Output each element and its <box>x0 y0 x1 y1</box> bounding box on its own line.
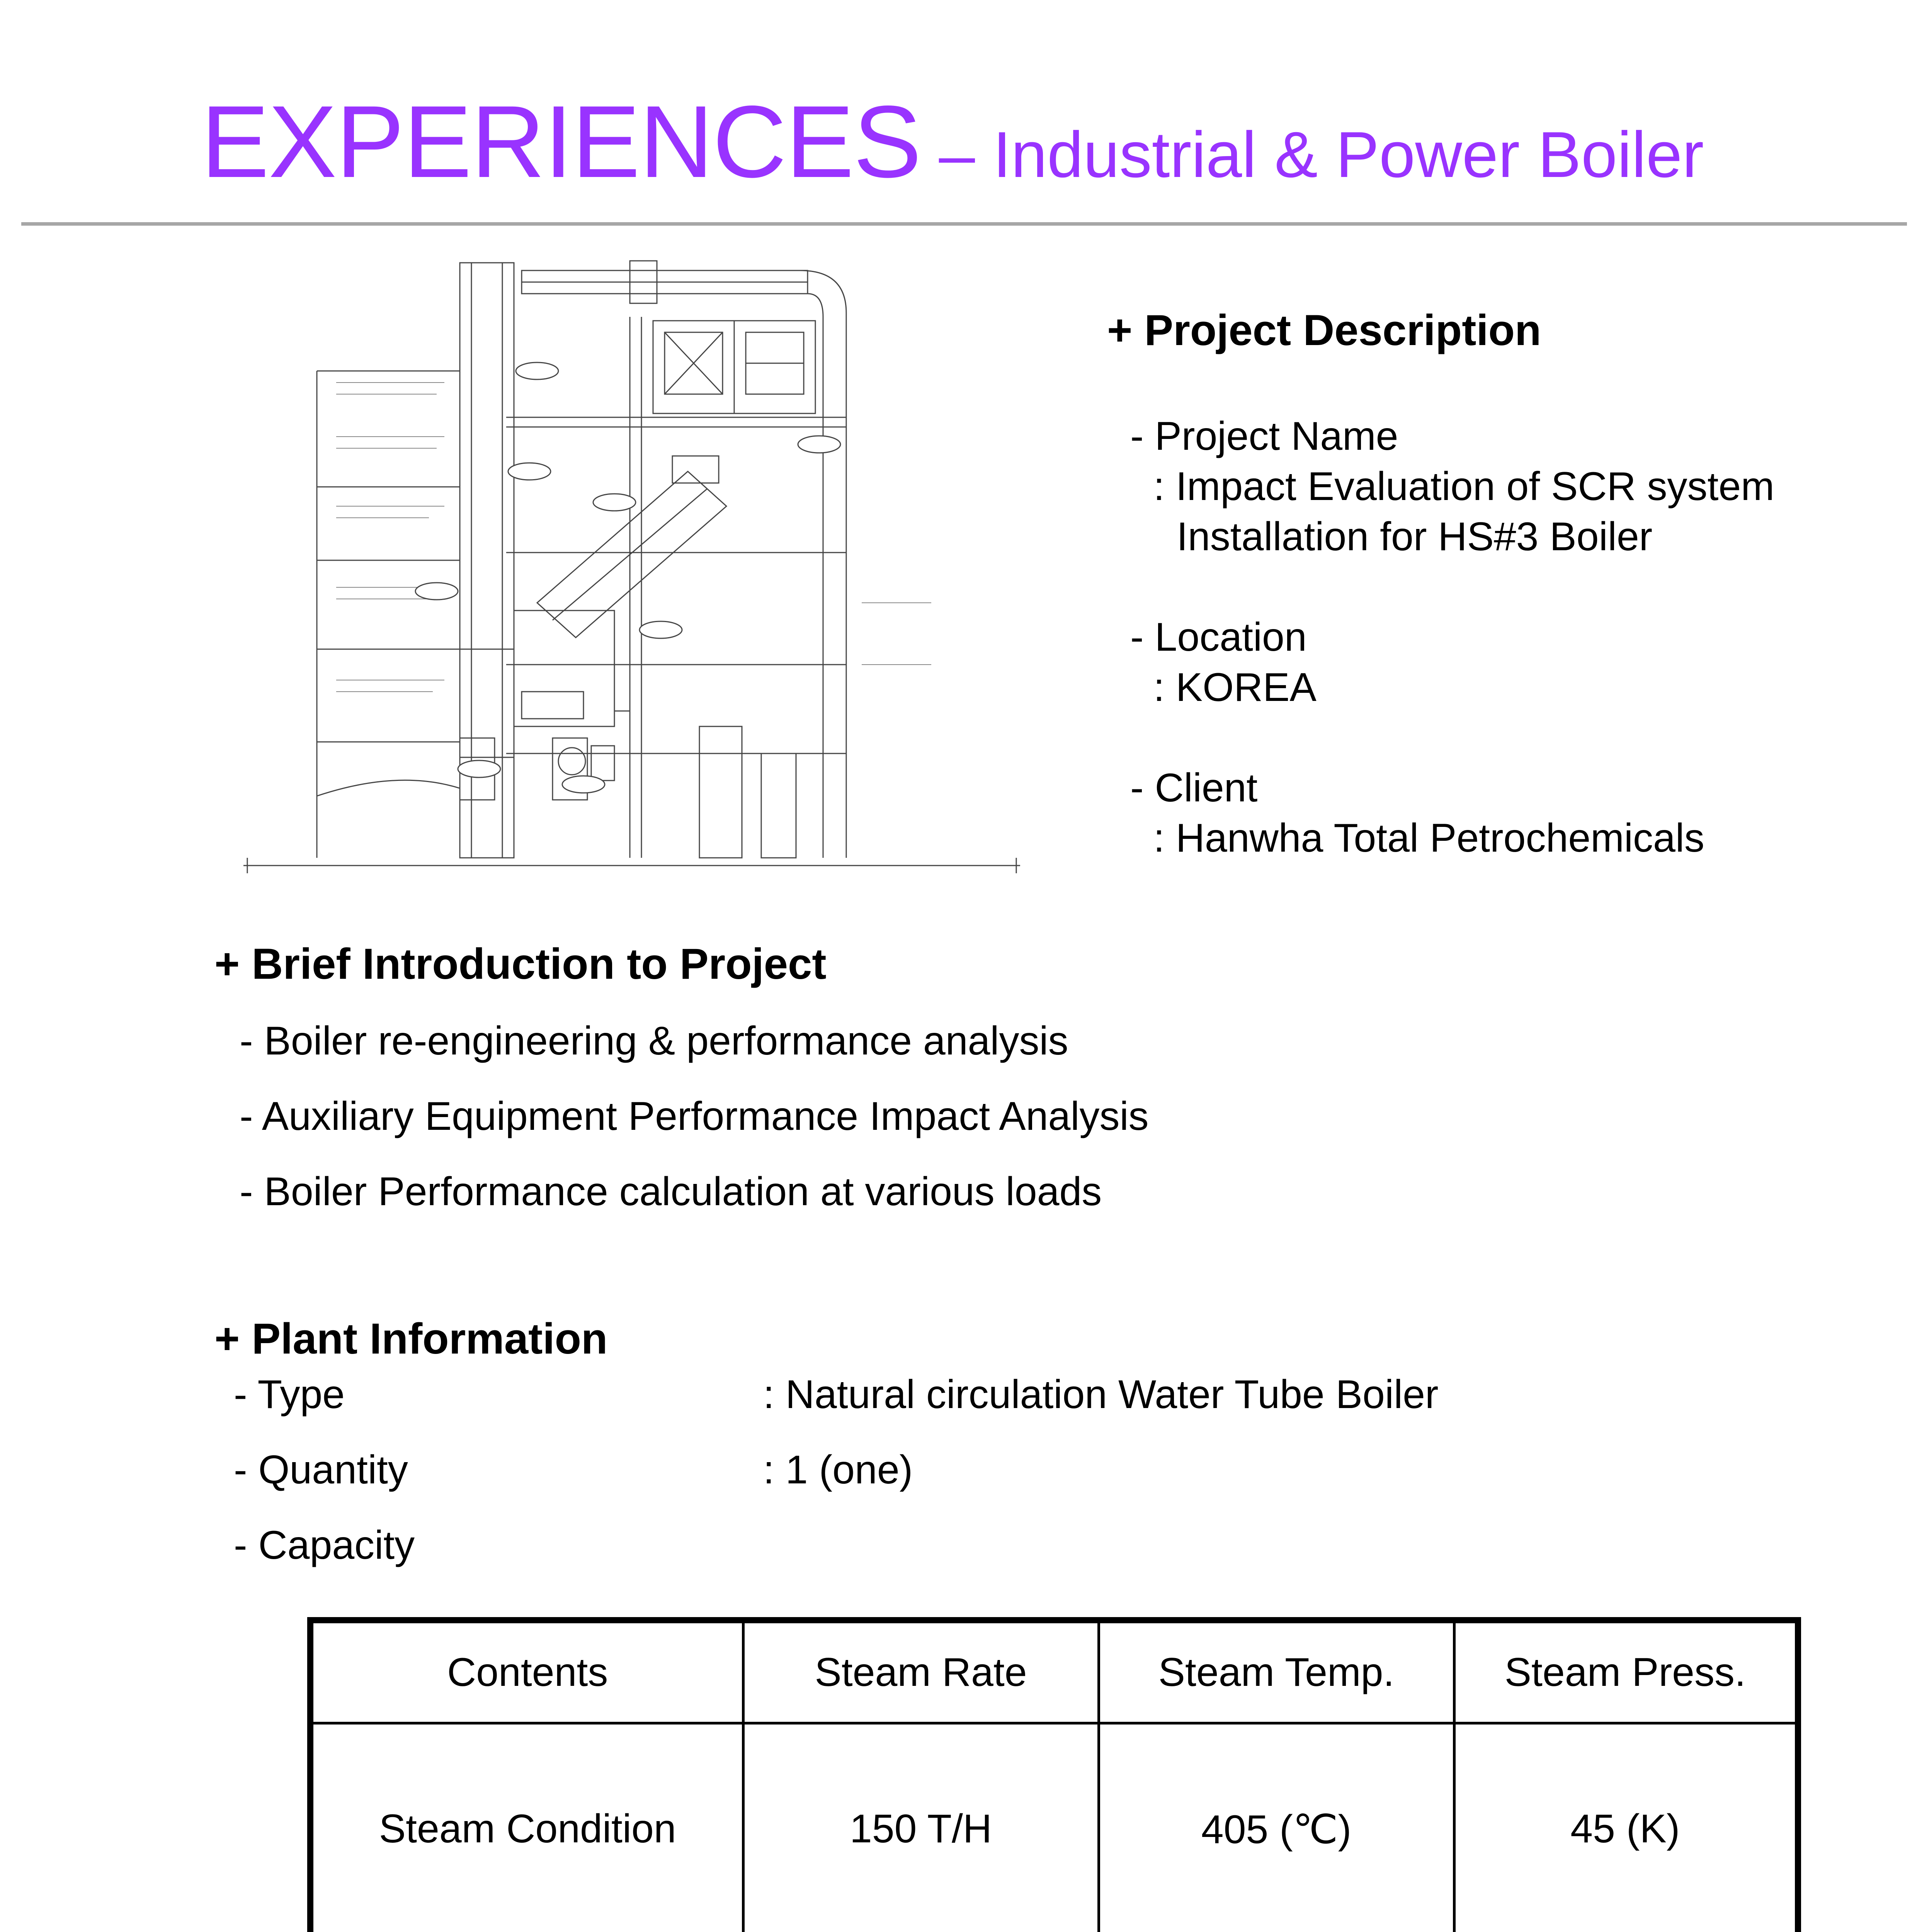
table-cell: 150 T/H <box>743 1723 1099 1932</box>
brief-intro-heading: + Brief Introduction to Project <box>214 940 827 988</box>
table-header-cell: Steam Press. <box>1454 1620 1798 1723</box>
capacity-label: - Capacity <box>234 1523 415 1568</box>
project-description-heading: + Project Description <box>1107 306 1541 354</box>
table-header-cell: Steam Rate <box>743 1620 1099 1723</box>
project-name-label: - Project Name <box>1130 414 1398 459</box>
location-label: - Location <box>1130 615 1307 660</box>
page-title-sub: – Industrial & Power Boiler <box>921 118 1704 191</box>
location-value: : KOREA <box>1153 665 1317 710</box>
table-header-row <box>310 1620 1798 1723</box>
page-title-main: EXPERIENCES <box>201 85 921 199</box>
page-title <box>201 83 1704 201</box>
type-value: : Natural circulation Water Tube Boiler <box>763 1372 1439 1417</box>
table-row <box>310 1723 1798 1932</box>
boiler-drawing-image <box>243 255 1020 896</box>
project-name-value-1: : Impact Evaluation of SCR system <box>1153 464 1774 509</box>
table-cell: Steam Condition <box>310 1723 743 1932</box>
header-divider <box>21 222 1907 226</box>
client-label: - Client <box>1130 765 1258 810</box>
table-header-cell: Contents <box>310 1620 743 1723</box>
quantity-value: : 1 (one) <box>763 1447 913 1492</box>
table-cell: 45 (K) <box>1454 1723 1798 1932</box>
type-label: - Type <box>234 1372 345 1417</box>
plant-info-heading: + Plant Information <box>214 1315 608 1363</box>
brief-intro-item: - Auxiliary Equipment Performance Impact Analysis <box>240 1094 1149 1139</box>
quantity-label: - Quantity <box>234 1447 408 1492</box>
capacity-table <box>307 1617 1801 1932</box>
table-cell: 405 (℃) <box>1099 1723 1454 1932</box>
brief-intro-item: - Boiler re-engineering & performance analysis <box>240 1019 1068 1063</box>
brief-intro-item: - Boiler Performance calculation at various loads <box>240 1169 1102 1214</box>
project-name-value-2: Installation for HS#3 Boiler <box>1177 514 1653 559</box>
client-value: : Hanwha Total Petrochemicals <box>1153 816 1704 861</box>
table-header-cell: Steam Temp. <box>1099 1620 1454 1723</box>
